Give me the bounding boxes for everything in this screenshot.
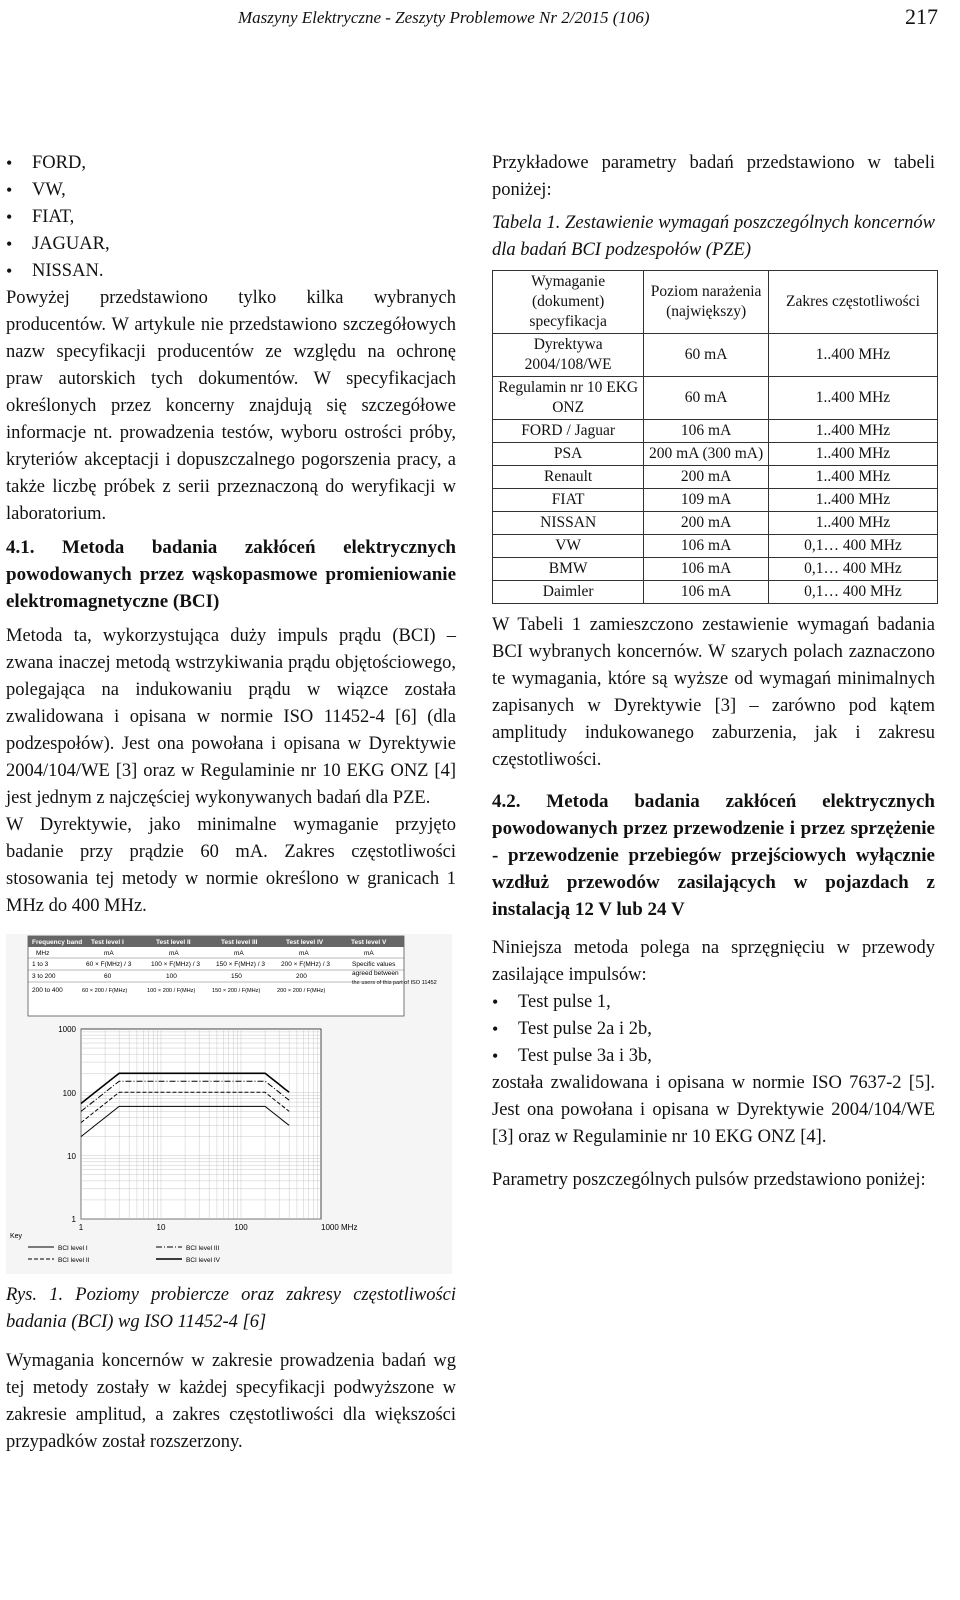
y-tick-label: 10	[67, 1152, 76, 1161]
paragraph: W Tabeli 1 zamieszczono zestawienie wymagań badania BCI wybranych koncernów. W szarych polach zaznaczono te wymagania, które są wyższe od wymagań minimalnych zapisanych w Dyrektywie [3] – zarówno pod kątem amplitudy indukowanego zaburzenia, jak i zakresu częstotliwości.	[492, 615, 935, 770]
legend-label: BCI level IV	[186, 1257, 220, 1264]
list-item: • VW,	[6, 177, 456, 204]
table-caption: Tabela 1. Zestawienie wymagań poszczególnych koncernów dla badań BCI podzespołów (PZE)	[492, 213, 935, 260]
figure-header-cell: Test level II	[156, 939, 191, 946]
figure-cell: Specific values	[352, 961, 396, 968]
figure-cell: 60 × F(MHz) / 3	[86, 961, 132, 968]
table-cell: BMW	[493, 558, 644, 581]
figure-cell: 200 × 200 / F(MHz)	[277, 988, 326, 994]
table-cell: 0,1… 400 MHz	[768, 581, 937, 604]
figure-cell: 200 to 400	[32, 987, 63, 994]
figure-cell: 3 to 200	[32, 973, 56, 980]
figure-cell: 150	[231, 973, 242, 980]
table-header-row	[493, 271, 938, 334]
list-item: • JAGUAR,	[6, 231, 456, 258]
paragraph: została zwalidowana i opisana w normie ISO 7637-2 [5]. Jest ona powołana i opisana w Dyrektywie 2004/104/WE [3] oraz w Regulaminie nr 10 EKG ONZ [4].	[492, 1073, 935, 1147]
table-row	[493, 535, 938, 558]
figure-caption: Rys. 1. Poziomy probiercze oraz zakresy częstotliwości badania (BCI) wg ISO 11452-4 [6]	[6, 1285, 456, 1332]
figure-cell: 100 × F(MHz) / 3	[151, 961, 200, 968]
paragraph: Przykładowe parametry badań przedstawiono w tabeli poniżej:	[492, 153, 935, 200]
table-cell: 1..400 MHz	[768, 420, 937, 443]
list-item: • Test pulse 2a i 2b,	[492, 1016, 935, 1043]
table-cell: 1..400 MHz	[768, 377, 937, 420]
x-tick-label: 100	[234, 1223, 248, 1232]
table-cell: 106 mA	[644, 420, 769, 443]
figure-unit-cell: mA	[364, 950, 374, 957]
legend-key-title: Key	[10, 1233, 23, 1240]
table-cell: FORD / Jaguar	[493, 420, 644, 443]
x-tick-label: 1	[78, 1223, 84, 1232]
table-cell: 200 mA	[644, 512, 769, 535]
paragraph: Niniejsza metoda polega na sprzęgnięciu w przewody zasilające impulsów:	[492, 938, 935, 985]
y-tick-label: 1000	[58, 1025, 76, 1034]
figure-header-cell: Test level I	[91, 939, 124, 946]
figure-cell: 100 × 200 / F(MHz)	[147, 988, 196, 994]
brand-list	[6, 150, 456, 285]
requirements-table	[492, 270, 938, 604]
table-cell: 1..400 MHz	[768, 334, 937, 377]
table-cell: 106 mA	[644, 535, 769, 558]
figure-cell: 200	[296, 973, 307, 980]
table-cell: 0,1… 400 MHz	[768, 535, 937, 558]
y-tick-label: 1	[71, 1215, 76, 1224]
figure-header-cell: Frequency band	[32, 939, 83, 946]
pulse-list	[492, 989, 935, 1070]
bci-figure-svg	[6, 934, 452, 1274]
figure-table-frame	[28, 936, 404, 1016]
figure-unit-cell: MHz	[36, 950, 50, 957]
figure-cell: 60 × 200 / F(MHz)	[82, 988, 128, 994]
table-cell: VW	[493, 535, 644, 558]
figure-unit-cell: mA	[299, 950, 309, 957]
table-row	[493, 489, 938, 512]
x-tick-label: 10	[156, 1223, 166, 1232]
table-row	[493, 581, 938, 604]
section-heading-4-1: 4.1. Metoda badania zakłóceń elektrycznych powodowanych przez wąskopasmowe promieniowanie elektromagnetyczne (BCI)	[6, 537, 456, 612]
x-tick-label: 1000 MHz	[321, 1223, 358, 1232]
table-row	[493, 558, 938, 581]
table-header-cell: Poziom narażenia (największy)	[644, 271, 769, 334]
figure-unit-cell: mA	[104, 950, 114, 957]
table-cell: 60 mA	[644, 334, 769, 377]
legend-label: BCI level I	[58, 1245, 88, 1252]
journal-title: Maszyny Elektryczne - Zeszyty Problemowe Nr 2/2015 (106)	[238, 8, 650, 27]
paragraph: W Dyrektywie, jako minimalne wymaganie przyjęto badanie przy prądzie 60 mA. Zakres częstotliwości stosowania tej metody w normie określono w granicach 1 MHz do 400 MHz.	[6, 815, 456, 916]
list-item: • NISSAN.	[6, 258, 456, 285]
table-cell: 1..400 MHz	[768, 443, 937, 466]
table-cell: Regulamin nr 10 EKG ONZ	[493, 377, 644, 420]
table-row	[493, 334, 938, 377]
table-cell: Renault	[493, 466, 644, 489]
table-row	[493, 443, 938, 466]
table-cell: NISSAN	[493, 512, 644, 535]
table-cell: FIAT	[493, 489, 644, 512]
table-cell: PSA	[493, 443, 644, 466]
figure-unit-cell: mA	[234, 950, 244, 957]
legend-label: BCI level III	[186, 1245, 220, 1252]
table-cell: 60 mA	[644, 377, 769, 420]
table-cell: Daimler	[493, 581, 644, 604]
table-row	[493, 377, 938, 420]
table-row	[493, 512, 938, 535]
table-header-cell: Wymaganie (dokument) specyfikacja	[493, 271, 644, 334]
figure-table-header-bg	[28, 936, 404, 947]
section-heading-4-2: 4.2. Metoda badania zakłóceń elektrycznych powodowanych przez przewodzenie i przez sprzężenie - przewodzenie przebiegów przejściowych wyłącznie wzdłuż przewodów zasilających w pojazdach z instalacją 12 V lub 24 V	[492, 791, 935, 920]
figure-cell: agreed between	[352, 970, 399, 977]
table-row	[493, 420, 938, 443]
figure-cell: 200 × F(MHz) / 3	[281, 961, 330, 968]
figure-cell: 1 to 3	[32, 961, 49, 968]
table-cell: 1..400 MHz	[768, 489, 937, 512]
table-cell: 106 mA	[644, 581, 769, 604]
list-item: • Test pulse 3a i 3b,	[492, 1043, 935, 1070]
table-cell: 1..400 MHz	[768, 512, 937, 535]
table-cell: Dyrektywa 2004/108/WE	[493, 334, 644, 377]
table-header-cell: Zakres częstotliwości	[768, 271, 937, 334]
figure-cell: 150 × F(MHz) / 3	[216, 961, 265, 968]
table-row	[493, 466, 938, 489]
table-cell: 0,1… 400 MHz	[768, 558, 937, 581]
figure-cell: 60	[104, 973, 112, 980]
list-item: • FIAT,	[6, 204, 456, 231]
figure-header-cell: Test level V	[351, 939, 387, 946]
legend-label: BCI level II	[58, 1257, 90, 1264]
paragraph: Metoda ta, wykorzystująca duży impuls prądu (BCI) – zwana inaczej metodą wstrzykiwania prądu objętościowego, polegająca na indukowaniu prądu w wiązce została zwalidowana i opisana w normie ISO 11452-4 [6] (dla podzespołów). Jest ona powołana i opisana w Dyrektywie 2004/104/WE [3] oraz w Regulaminie nr 10 EKG ONZ [4] jest jednym z najczęściej wykonywanych badań dla PZE.	[6, 626, 456, 808]
table-cell: 200 mA	[644, 466, 769, 489]
paragraph: Powyżej przedstawiono tylko kilka wybranych producentów. W artykule nie przedstawiono szczegółowych nazw specyfikacji producentów ze względu na ochronę praw autorskich tych dokumentów. W specyfikacjach określonych przez koncerny znajdują się szczegółowe informacje nt. prowadzenia testów, wyboru ostrości próby, kryteriów akceptacji i dopuszczalnego pogorszenia pracy, a także liczbę próbek z serii przeznaczoną do weryfikacji w laboratorium.	[6, 288, 456, 524]
figure-cell: the users of this part of ISO 11452	[352, 980, 437, 986]
plot-area	[81, 1029, 321, 1219]
figure-unit-cell: mA	[169, 950, 179, 957]
list-item: • Test pulse 1,	[492, 989, 935, 1016]
figure-cell: 100	[166, 973, 177, 980]
table-cell: 1..400 MHz	[768, 466, 937, 489]
list-item: • FORD,	[6, 150, 456, 177]
table-cell: 109 mA	[644, 489, 769, 512]
paragraph: Wymagania koncernów w zakresie prowadzenia badań wg tej metody zostały w każdej specyfikacji podwyższone w zakresie amplitud, a zakres częstotliwości dla większości przypadków został rozszerzony.	[6, 1351, 456, 1452]
figure-cell: 150 × 200 / F(MHz)	[212, 988, 261, 994]
table-cell: 200 mA (300 mA)	[644, 443, 769, 466]
left-column	[6, 150, 456, 1456]
figure-header-cell: Test level III	[221, 939, 258, 946]
figure-header-cell: Test level IV	[286, 939, 324, 946]
right-column	[492, 150, 935, 1194]
figure-bci-levels	[6, 934, 452, 1274]
table-body	[493, 334, 938, 604]
paragraph: Parametry poszczególnych pulsów przedstawiono poniżej:	[492, 1170, 926, 1190]
page-header	[0, 4, 960, 34]
page-number: 217	[905, 4, 938, 29]
y-tick-label: 100	[62, 1089, 76, 1098]
table-cell: 106 mA	[644, 558, 769, 581]
